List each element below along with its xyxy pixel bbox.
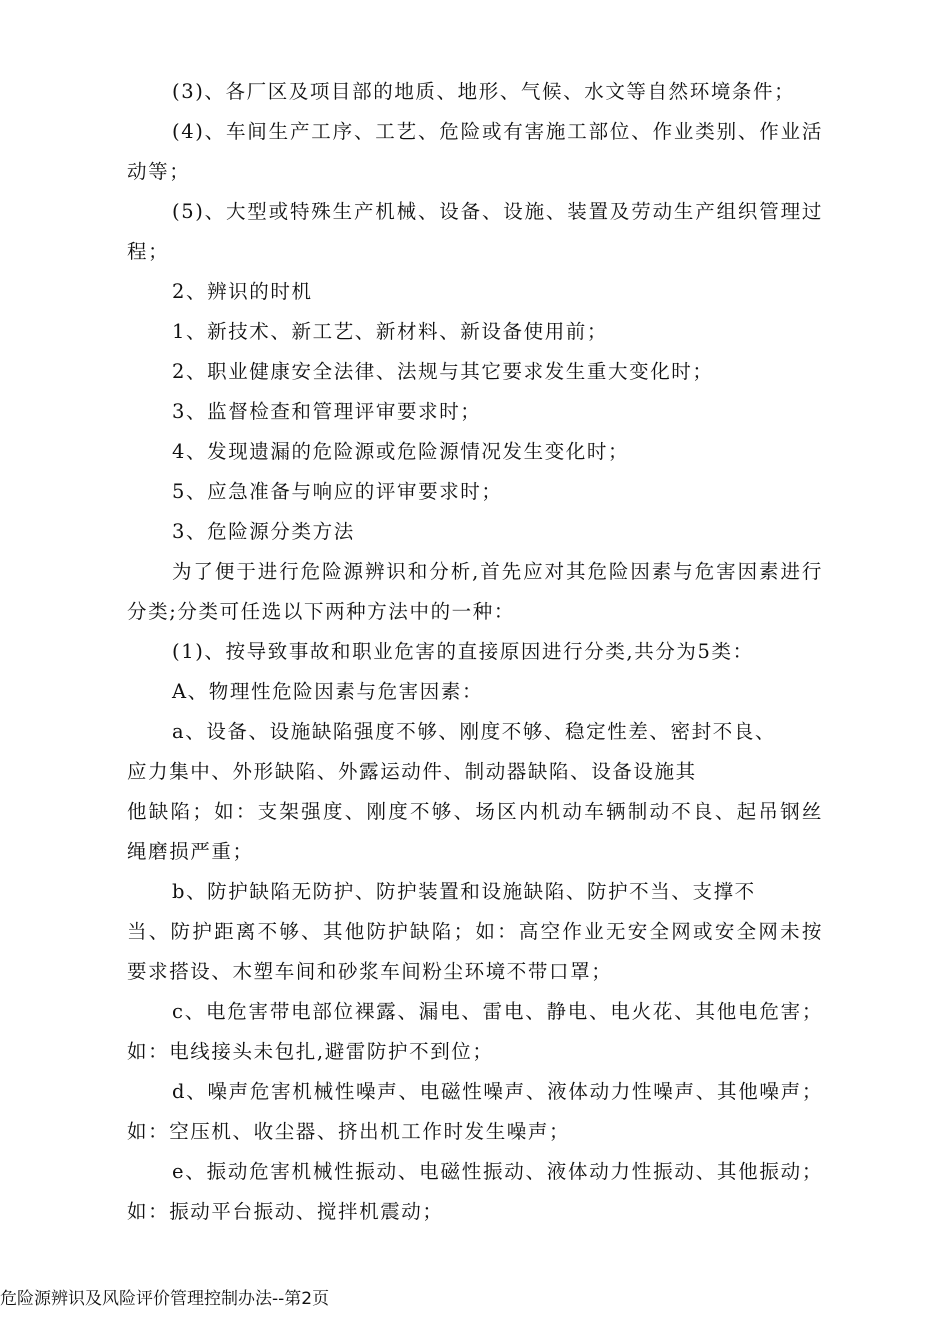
paragraph-natural-conditions: (3)、各厂区及项目部的地质、地形、气候、水文等自然环境条件； <box>172 80 796 103</box>
paragraph-direct-cause-classes: (1)、按导致事故和职业危害的直接原因进行分类,共分为5类： <box>172 640 754 663</box>
item-protection-defects <box>127 872 823 992</box>
paragraph-workshop-processes: (4)、车间生产工序、工艺、危险或有害施工部位、作业类别、作业活动等； <box>127 120 823 183</box>
item-protection-defects-line-1: b、防护缺陷无防护、防护装置和设施缺陷、防护不当、支撑不 <box>172 880 756 903</box>
list-item-law-changes: 2、职业健康安全法律、法规与其它要求发生重大变化时； <box>172 360 714 383</box>
document-body <box>127 72 823 1232</box>
page-footer: 危险源辨识及风险评价管理控制办法--第2页 <box>0 1289 330 1309</box>
item-equipment-defects <box>127 712 823 872</box>
list-item-new-technology: 1、新技术、新工艺、新材料、新设备使用前； <box>172 320 609 343</box>
list-item-emergency-review: 5、应急准备与响应的评审要求时； <box>172 480 503 503</box>
item-equipment-defects-line-1: a、设备、设施缺陷强度不够、刚度不够、稳定性差、密封不良、 <box>172 720 777 743</box>
list-item-supervision-review: 3、监督检查和管理评审要求时； <box>172 400 482 423</box>
heading-classification-method: 3、危险源分类方法 <box>172 520 355 543</box>
item-protection-defects-rest: 当、防护距离不够、其他防护缺陷；如：高空作业无安全网或安全网未按要求搭设、木塑车间和砂浆车间粉尘环境不带口罩； <box>127 920 823 983</box>
item-equipment-defects-line-2: 应力集中、外形缺陷、外露运动件、制动器缺陷、设备设施其 <box>127 760 697 783</box>
heading-identification-timing: 2、辨识的时机 <box>172 280 313 303</box>
paragraph-classification-intro: 为了便于进行危险源辨识和分析,首先应对其危险因素与危害因素进行分类;分类可任选以下两种方法中的一种： <box>127 560 823 623</box>
heading-physical-factors: A、物理性危险因素与危害因素： <box>172 680 484 703</box>
item-equipment-defects-rest: 他缺陷；如：支架强度、刚度不够、场区内机动车辆制动不良、起吊钢丝绳磨损严重； <box>127 800 823 863</box>
item-noise-hazards: d、噪声危害机械性噪声、电磁性噪声、液体动力性噪声、其他噪声；如：空压机、收尘器、挤出机工作时发生噪声； <box>127 1080 823 1143</box>
list-item-missed-hazards: 4、发现遗漏的危险源或危险源情况发生变化时； <box>172 440 630 463</box>
item-electrical-hazards: c、电危害带电部位裸露、漏电、雷电、静电、电火花、其他电危害；如：电线接头未包扎,避雷防护不到位； <box>127 1000 823 1063</box>
paragraph-large-machinery: (5)、大型或特殊生产机械、设备、设施、装置及劳动生产组织管理过程； <box>127 200 823 263</box>
item-vibration-hazards: e、振动危害机械性振动、电磁性振动、液体动力性振动、其他振动；如：振动平台振动、搅拌机震动； <box>127 1160 823 1223</box>
